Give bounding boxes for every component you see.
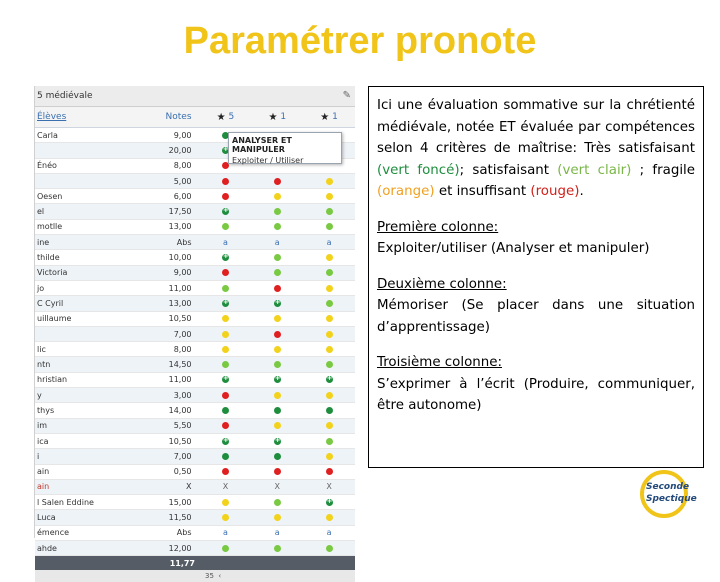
mastery-dot-icon xyxy=(222,193,229,200)
student-name: ain xyxy=(37,467,50,477)
logo: Seconde Spectique xyxy=(636,470,702,522)
mastery-dot-icon xyxy=(222,468,229,475)
table-row[interactable] xyxy=(35,403,355,418)
mastery-dot-icon xyxy=(222,499,229,506)
mastery-dot-icon xyxy=(326,468,333,475)
table-row[interactable] xyxy=(35,526,355,541)
skill-cell[interactable] xyxy=(303,238,355,247)
table-row[interactable] xyxy=(35,266,355,281)
skill-cell[interactable] xyxy=(200,178,252,185)
student-grade[interactable]: 9,00 xyxy=(173,130,192,140)
mastery-dot-icon xyxy=(222,178,229,185)
mastery-dot-icon xyxy=(326,392,333,399)
skill-cell[interactable] xyxy=(251,269,303,276)
tooltip-subtitle: Exploiter / Utiliser xyxy=(232,156,304,165)
table-row[interactable] xyxy=(35,373,355,388)
skill-cell[interactable] xyxy=(200,269,252,276)
mastery-dot-icon xyxy=(326,407,333,414)
student-grade[interactable]: 3,00 xyxy=(173,390,192,400)
skill-cell[interactable] xyxy=(251,346,303,353)
student-name: ain xyxy=(37,482,50,492)
mastery-dot-icon xyxy=(274,499,281,506)
grid-header xyxy=(35,107,355,128)
skill-cell[interactable] xyxy=(303,545,355,552)
skill-cell[interactable] xyxy=(251,528,303,537)
mastery-dot-icon xyxy=(222,223,229,230)
mastery-dot-icon xyxy=(222,331,229,338)
mastery-dot-icon xyxy=(274,545,281,552)
student-grade[interactable]: 5,50 xyxy=(173,421,192,431)
skill-cell[interactable] xyxy=(200,208,252,215)
skill-cell[interactable] xyxy=(251,407,303,414)
student-grade[interactable]: 14,00 xyxy=(168,405,192,415)
skill-cell[interactable] xyxy=(303,285,355,292)
student-name: lic xyxy=(37,344,46,354)
skill-cell[interactable] xyxy=(200,422,252,429)
table-row[interactable] xyxy=(35,495,355,510)
skill-cell[interactable] xyxy=(251,545,303,552)
student-grade[interactable]: 10,50 xyxy=(168,314,192,324)
mastery-dot-icon xyxy=(326,300,333,307)
mastery-dot-icon xyxy=(274,346,281,353)
legend-light-green: (vert clair) xyxy=(557,162,632,178)
skill-cell[interactable] xyxy=(200,300,252,307)
skill-cell[interactable] xyxy=(200,528,252,537)
student-grade[interactable]: 7,00 xyxy=(173,329,192,339)
absent-icon: a xyxy=(274,528,280,538)
student-grade[interactable]: 11,50 xyxy=(168,513,192,523)
skill-cell[interactable] xyxy=(303,300,355,307)
student-grade[interactable]: 8,00 xyxy=(173,344,192,354)
intro-paragraph: Ici une évaluation sommative sur la chrétienté médiévale, notée ET évaluée par compétences selon 4 critères de maîtrise: Très satisfaisant (vert foncé); satisfaisant (vert clair) ; fragile (orange) et insuffisant (rouge). xyxy=(377,98,695,199)
tooltip-title: ANALYSER ET MANIPULER xyxy=(232,136,292,154)
cross-icon: X xyxy=(274,482,280,492)
mastery-dot-icon xyxy=(274,361,281,368)
student-grade[interactable]: 6,00 xyxy=(173,191,192,201)
skill-cell[interactable] xyxy=(303,376,355,383)
table-row[interactable] xyxy=(35,174,355,189)
legend-dark-green: (vert foncé) xyxy=(377,162,460,178)
mastery-dot-icon xyxy=(326,208,333,215)
mastery-dot-icon xyxy=(274,223,281,230)
table-row[interactable] xyxy=(35,449,355,464)
skill-cell[interactable] xyxy=(251,223,303,230)
header-skill-3[interactable]: ★ 1 xyxy=(320,111,338,123)
student-grade[interactable]: 17,50 xyxy=(168,207,192,217)
page-number: 35 xyxy=(205,572,214,581)
table-row[interactable] xyxy=(35,250,355,265)
mastery-dot-icon xyxy=(326,254,333,261)
mastery-dot-icon xyxy=(222,422,229,429)
legend-orange: (orange) xyxy=(377,184,435,199)
mastery-dot-icon xyxy=(222,545,229,552)
mastery-dot-icon xyxy=(326,545,333,552)
skill-cell[interactable] xyxy=(251,361,303,368)
skill-cell[interactable] xyxy=(251,468,303,475)
legend-red: (rouge) xyxy=(530,184,580,199)
student-name: l Salen Eddine xyxy=(37,497,94,507)
skill-cell[interactable] xyxy=(303,528,355,537)
skill-cell[interactable] xyxy=(251,285,303,292)
skill-cell[interactable] xyxy=(303,193,355,200)
skill-tooltip xyxy=(228,132,342,164)
skill-cell[interactable] xyxy=(200,193,252,200)
skill-cell[interactable] xyxy=(303,331,355,338)
skill-cell[interactable] xyxy=(251,392,303,399)
student-grade[interactable]: 10,50 xyxy=(168,436,192,446)
page-title: Paramétrer pronote xyxy=(183,20,537,62)
table-row[interactable] xyxy=(35,357,355,372)
mastery-dot-icon xyxy=(274,376,281,383)
student-name: Luca xyxy=(37,513,56,523)
student-grade[interactable]: 9,00 xyxy=(173,268,192,278)
mastery-dot-icon xyxy=(326,178,333,185)
mastery-dot-icon xyxy=(274,438,281,445)
skill-cell[interactable] xyxy=(251,514,303,521)
student-grade[interactable]: 0,50 xyxy=(173,467,192,477)
student-name: ine xyxy=(37,237,50,247)
skill-cell[interactable] xyxy=(251,453,303,460)
skill-cell[interactable] xyxy=(303,361,355,368)
student-grade[interactable]: Abs xyxy=(176,237,192,247)
student-grade[interactable]: 12,00 xyxy=(168,543,192,553)
table-row[interactable] xyxy=(35,434,355,449)
class-average: 11,77 xyxy=(169,558,195,568)
student-name: Victoria xyxy=(37,268,68,278)
pencil-icon[interactable]: ✎ xyxy=(342,90,351,101)
skill-cell[interactable] xyxy=(200,392,252,399)
student-name: ica xyxy=(37,436,49,446)
skill-cell[interactable] xyxy=(200,468,252,475)
student-grade[interactable]: X xyxy=(186,482,192,492)
mastery-dot-icon xyxy=(222,438,229,445)
student-grade[interactable]: 14,50 xyxy=(168,360,192,370)
table-row[interactable] xyxy=(35,465,355,480)
header-notes[interactable]: Notes xyxy=(165,112,192,122)
skill-cell[interactable] xyxy=(251,499,303,506)
skill-cell[interactable] xyxy=(303,499,355,506)
skill-cell[interactable] xyxy=(303,422,355,429)
mastery-dot-icon xyxy=(222,285,229,292)
mastery-dot-icon xyxy=(274,453,281,460)
mastery-dot-icon xyxy=(274,392,281,399)
section-third-column: Troisième colonne: S’exprimer à l’écrit (Produire, communiquer, être autonome) xyxy=(377,355,695,413)
student-name: uillaume xyxy=(37,314,72,324)
mastery-dot-icon xyxy=(326,438,333,445)
table-row[interactable] xyxy=(35,189,355,204)
table-row[interactable] xyxy=(35,281,355,296)
skill-cell[interactable] xyxy=(200,346,252,353)
mastery-dot-icon xyxy=(222,254,229,261)
section-first-column: Première colonne: Exploiter/utiliser (Analyser et manipuler) xyxy=(377,219,650,256)
absent-icon: a xyxy=(274,237,280,247)
skill-cell[interactable] xyxy=(251,178,303,185)
skill-cell[interactable] xyxy=(200,223,252,230)
student-grade[interactable]: 7,00 xyxy=(173,451,192,461)
skill-cell[interactable] xyxy=(200,482,252,491)
mastery-dot-icon xyxy=(222,392,229,399)
mastery-dot-icon xyxy=(222,407,229,414)
mastery-dot-icon xyxy=(274,331,281,338)
explanation-box xyxy=(368,86,704,468)
mastery-dot-icon xyxy=(274,315,281,322)
screenshot-class-title: 5 médiévale xyxy=(37,91,93,101)
skill-cell[interactable] xyxy=(303,482,355,491)
mastery-dot-icon xyxy=(274,514,281,521)
student-grade[interactable]: 5,00 xyxy=(173,176,192,186)
skill-cell[interactable] xyxy=(251,193,303,200)
mastery-dot-icon xyxy=(274,300,281,307)
mastery-dot-icon xyxy=(326,269,333,276)
student-name: el xyxy=(37,207,45,217)
student-name: Énéo xyxy=(37,161,57,171)
mastery-dot-icon xyxy=(326,453,333,460)
skill-cell[interactable] xyxy=(251,300,303,307)
mastery-dot-icon xyxy=(222,361,229,368)
student-grade[interactable]: 13,00 xyxy=(168,298,192,308)
absent-icon: a xyxy=(222,528,228,538)
mastery-dot-icon xyxy=(222,315,229,322)
mastery-dot-icon xyxy=(326,361,333,368)
skill-cell[interactable] xyxy=(200,545,252,552)
table-row[interactable] xyxy=(35,327,355,342)
grid-footer xyxy=(35,556,355,570)
student-name: hristian xyxy=(37,375,68,385)
mastery-dot-icon xyxy=(222,376,229,383)
skill-cell[interactable] xyxy=(200,376,252,383)
skill-cell[interactable] xyxy=(200,315,252,322)
absent-icon: a xyxy=(326,528,332,538)
cross-icon: X xyxy=(326,482,332,492)
mastery-dot-icon xyxy=(222,300,229,307)
skill-cell[interactable] xyxy=(303,223,355,230)
student-name: im xyxy=(37,421,48,431)
student-grade[interactable]: 15,00 xyxy=(168,497,192,507)
table-row[interactable] xyxy=(35,220,355,235)
table-row[interactable] xyxy=(35,480,355,495)
mastery-dot-icon xyxy=(274,422,281,429)
mastery-dot-icon xyxy=(274,208,281,215)
mastery-dot-icon xyxy=(274,254,281,261)
skill-cell[interactable] xyxy=(303,178,355,185)
skill-cell[interactable] xyxy=(303,346,355,353)
table-row[interactable] xyxy=(35,510,355,525)
skill-cell[interactable] xyxy=(200,407,252,414)
mastery-dot-icon xyxy=(326,223,333,230)
student-name: motlle xyxy=(37,222,63,232)
table-row[interactable] xyxy=(35,342,355,357)
skill-cell[interactable] xyxy=(200,238,252,247)
grid-body xyxy=(35,128,355,556)
mastery-dot-icon xyxy=(326,422,333,429)
skill-cell[interactable] xyxy=(251,238,303,247)
skill-cell[interactable] xyxy=(303,269,355,276)
student-name: y xyxy=(37,390,42,400)
skill-cell[interactable] xyxy=(251,331,303,338)
table-row[interactable] xyxy=(35,235,355,250)
skill-cell[interactable] xyxy=(200,331,252,338)
student-name: thys xyxy=(37,405,55,415)
table-row[interactable] xyxy=(35,296,355,311)
star-icon: ★ xyxy=(268,111,278,123)
skill-cell[interactable] xyxy=(200,285,252,292)
skill-cell[interactable] xyxy=(251,315,303,322)
student-name: i xyxy=(37,451,40,461)
mastery-dot-icon xyxy=(326,285,333,292)
student-name: Carla xyxy=(37,130,58,140)
mastery-dot-icon xyxy=(326,499,333,506)
student-name: Oesen xyxy=(37,191,63,201)
skill-cell[interactable] xyxy=(251,376,303,383)
mastery-dot-icon xyxy=(274,178,281,185)
pager xyxy=(35,570,355,582)
mastery-dot-icon xyxy=(222,269,229,276)
skill-cell[interactable] xyxy=(251,438,303,445)
mastery-dot-icon xyxy=(326,193,333,200)
mastery-dot-icon xyxy=(274,407,281,414)
skill-cell[interactable] xyxy=(200,254,252,261)
student-grade[interactable]: 20,00 xyxy=(168,145,192,155)
mastery-dot-icon xyxy=(274,468,281,475)
skill-cell[interactable] xyxy=(200,453,252,460)
skill-cell[interactable] xyxy=(251,422,303,429)
skill-cell[interactable] xyxy=(200,499,252,506)
skill-cell[interactable] xyxy=(303,407,355,414)
mastery-dot-icon xyxy=(326,514,333,521)
mastery-dot-icon xyxy=(326,315,333,322)
mastery-dot-icon xyxy=(326,376,333,383)
mastery-dot-icon xyxy=(274,193,281,200)
table-row[interactable] xyxy=(35,204,355,219)
skill-cell[interactable] xyxy=(303,315,355,322)
student-grade[interactable]: 13,00 xyxy=(168,222,192,232)
table-row[interactable] xyxy=(35,541,355,556)
mastery-dot-icon xyxy=(326,331,333,338)
skill-cell[interactable] xyxy=(251,482,303,491)
student-name: jo xyxy=(37,283,45,293)
student-grade[interactable]: 11,00 xyxy=(168,283,192,293)
student-grade[interactable]: 8,00 xyxy=(173,161,192,171)
skill-cell[interactable] xyxy=(303,468,355,475)
table-row[interactable] xyxy=(35,388,355,403)
star-icon: ★ xyxy=(320,111,330,123)
skill-cell[interactable] xyxy=(303,392,355,399)
student-name: ntn xyxy=(37,360,51,370)
skill-cell[interactable] xyxy=(303,514,355,521)
absent-icon: a xyxy=(222,237,228,247)
skill-cell[interactable] xyxy=(251,208,303,215)
mastery-dot-icon xyxy=(222,453,229,460)
screenshot-top-bar xyxy=(35,86,355,107)
skill-cell[interactable] xyxy=(303,438,355,445)
mastery-dot-icon xyxy=(274,269,281,276)
section-second-column: Deuxième colonne: Mémoriser (Se placer dans une situation d’apprentissage) xyxy=(377,276,695,335)
mastery-dot-icon xyxy=(222,514,229,521)
header-skill-2[interactable]: ★ 1 xyxy=(268,111,287,123)
table-row[interactable] xyxy=(35,312,355,327)
skill-cell[interactable] xyxy=(251,254,303,261)
student-grade[interactable]: 11,00 xyxy=(168,375,192,385)
mastery-dot-icon xyxy=(222,346,229,353)
table-row[interactable] xyxy=(35,419,355,434)
mastery-dot-icon xyxy=(274,285,281,292)
mastery-dot-icon xyxy=(326,346,333,353)
absent-icon: a xyxy=(326,237,332,247)
skill-cell[interactable] xyxy=(303,453,355,460)
cross-icon: X xyxy=(222,482,229,492)
chevron-left-icon[interactable]: ‹ xyxy=(213,572,222,581)
skill-cell[interactable] xyxy=(303,208,355,215)
student-name: ahde xyxy=(37,543,57,553)
student-grade[interactable]: 10,00 xyxy=(168,253,192,263)
student-name: C Cyril xyxy=(37,298,64,308)
student-name: thilde xyxy=(37,253,60,263)
header-students[interactable]: Élèves xyxy=(37,112,67,122)
skill-cell[interactable] xyxy=(303,254,355,261)
star-icon: ★ xyxy=(216,111,226,123)
mastery-dot-icon xyxy=(222,208,229,215)
skill-cell[interactable] xyxy=(200,438,252,445)
skill-cell[interactable] xyxy=(200,514,252,521)
header-skill-1[interactable]: ★ 5 xyxy=(216,111,235,123)
student-name: émence xyxy=(37,528,70,538)
student-grade[interactable]: Abs xyxy=(176,528,192,538)
skill-cell[interactable] xyxy=(200,361,252,368)
